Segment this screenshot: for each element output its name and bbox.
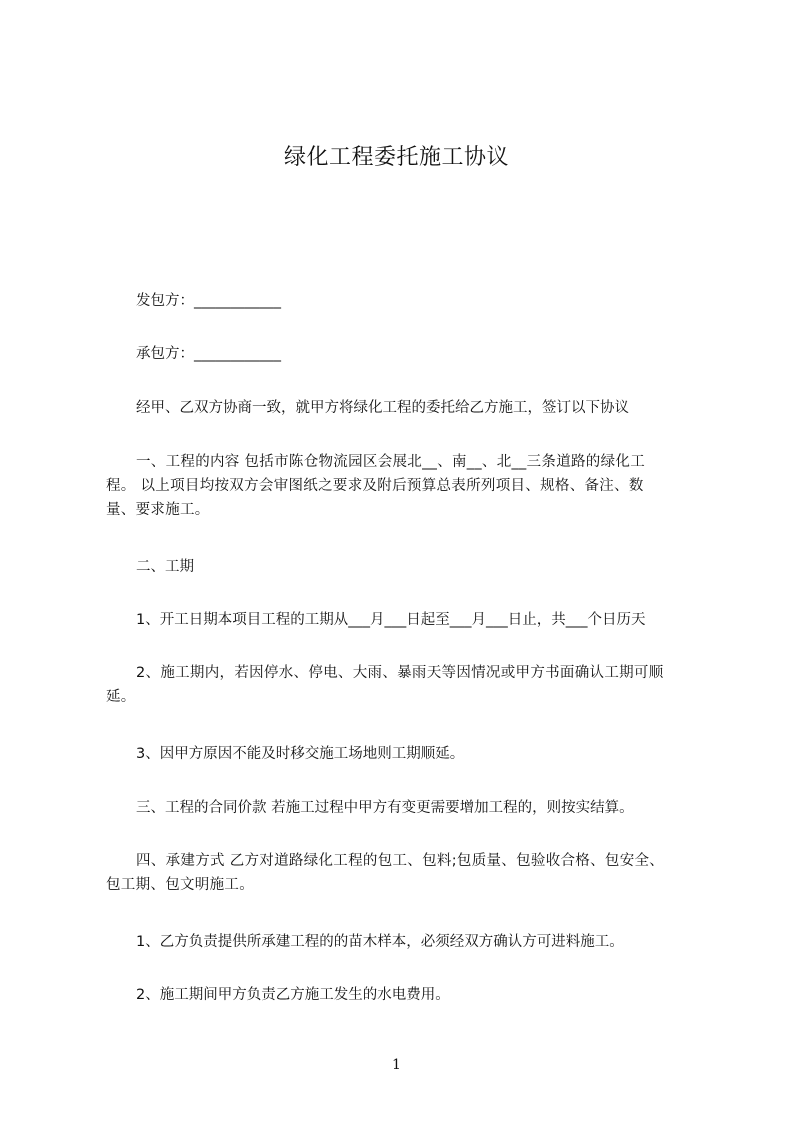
- duration-item-2: [106, 661, 718, 709]
- clause-project-content-line-3: 量、要求施工。: [106, 502, 210, 518]
- clause-construction-method: [106, 849, 718, 897]
- duration-item-1: 1、开工日期本项目工程的工期从___月___日起至___月___日止，共___个日历天: [136, 612, 646, 628]
- page-number: 1: [392, 1057, 401, 1073]
- duration-item-3: 3、因甲方原因不能及时移交施工场地则工期顺延。: [136, 746, 465, 762]
- document-title: 绿化工程委托施工协议: [283, 145, 509, 170]
- agreement-intro-line: 经甲、乙双方协商一致，就甲方将绿化工程的委托给乙方施工，签订以下协议: [136, 400, 629, 416]
- clause-project-content: [106, 450, 718, 522]
- clause-contract-price: 三、工程的合同价款 若施工过程中甲方有变更需要增加工程的，则按实结算。: [136, 800, 634, 816]
- clause-project-content-line-2: 程。 以上项目均按双方会审图纸之要求及附后预算总表所列项目、规格、备注、数: [106, 478, 644, 494]
- duration-item-2-line-1: 2、施工期内，若因停水、停电、大雨、暴雨天等因情况或甲方书面确认工期可顺: [136, 665, 664, 681]
- method-item-1: 1、乙方负责提供所承建工程的的苗木样本，必须经双方确认方可进料施工。: [136, 934, 624, 950]
- employer-line: 发包方：____________: [136, 293, 281, 309]
- method-item-2: 2、施工期间甲方负责乙方施工发生的水电费用。: [136, 987, 450, 1003]
- clause-construction-method-line-2: 包工期、包文明施工。: [106, 877, 254, 893]
- clause-duration-heading: 二、工期: [136, 559, 194, 575]
- clause-project-content-line-1: 一、工程的内容 包括市陈仓物流园区会展北__、南__、北__三条道路的绿化工: [136, 454, 646, 470]
- clause-construction-method-line-1: 四、承建方式 乙方对道路绿化工程的包工、包料;包质量、包验收合格、包安全、: [136, 853, 665, 869]
- contractor-line: 承包方：____________: [136, 346, 281, 362]
- duration-item-2-line-2: 延。: [106, 689, 136, 705]
